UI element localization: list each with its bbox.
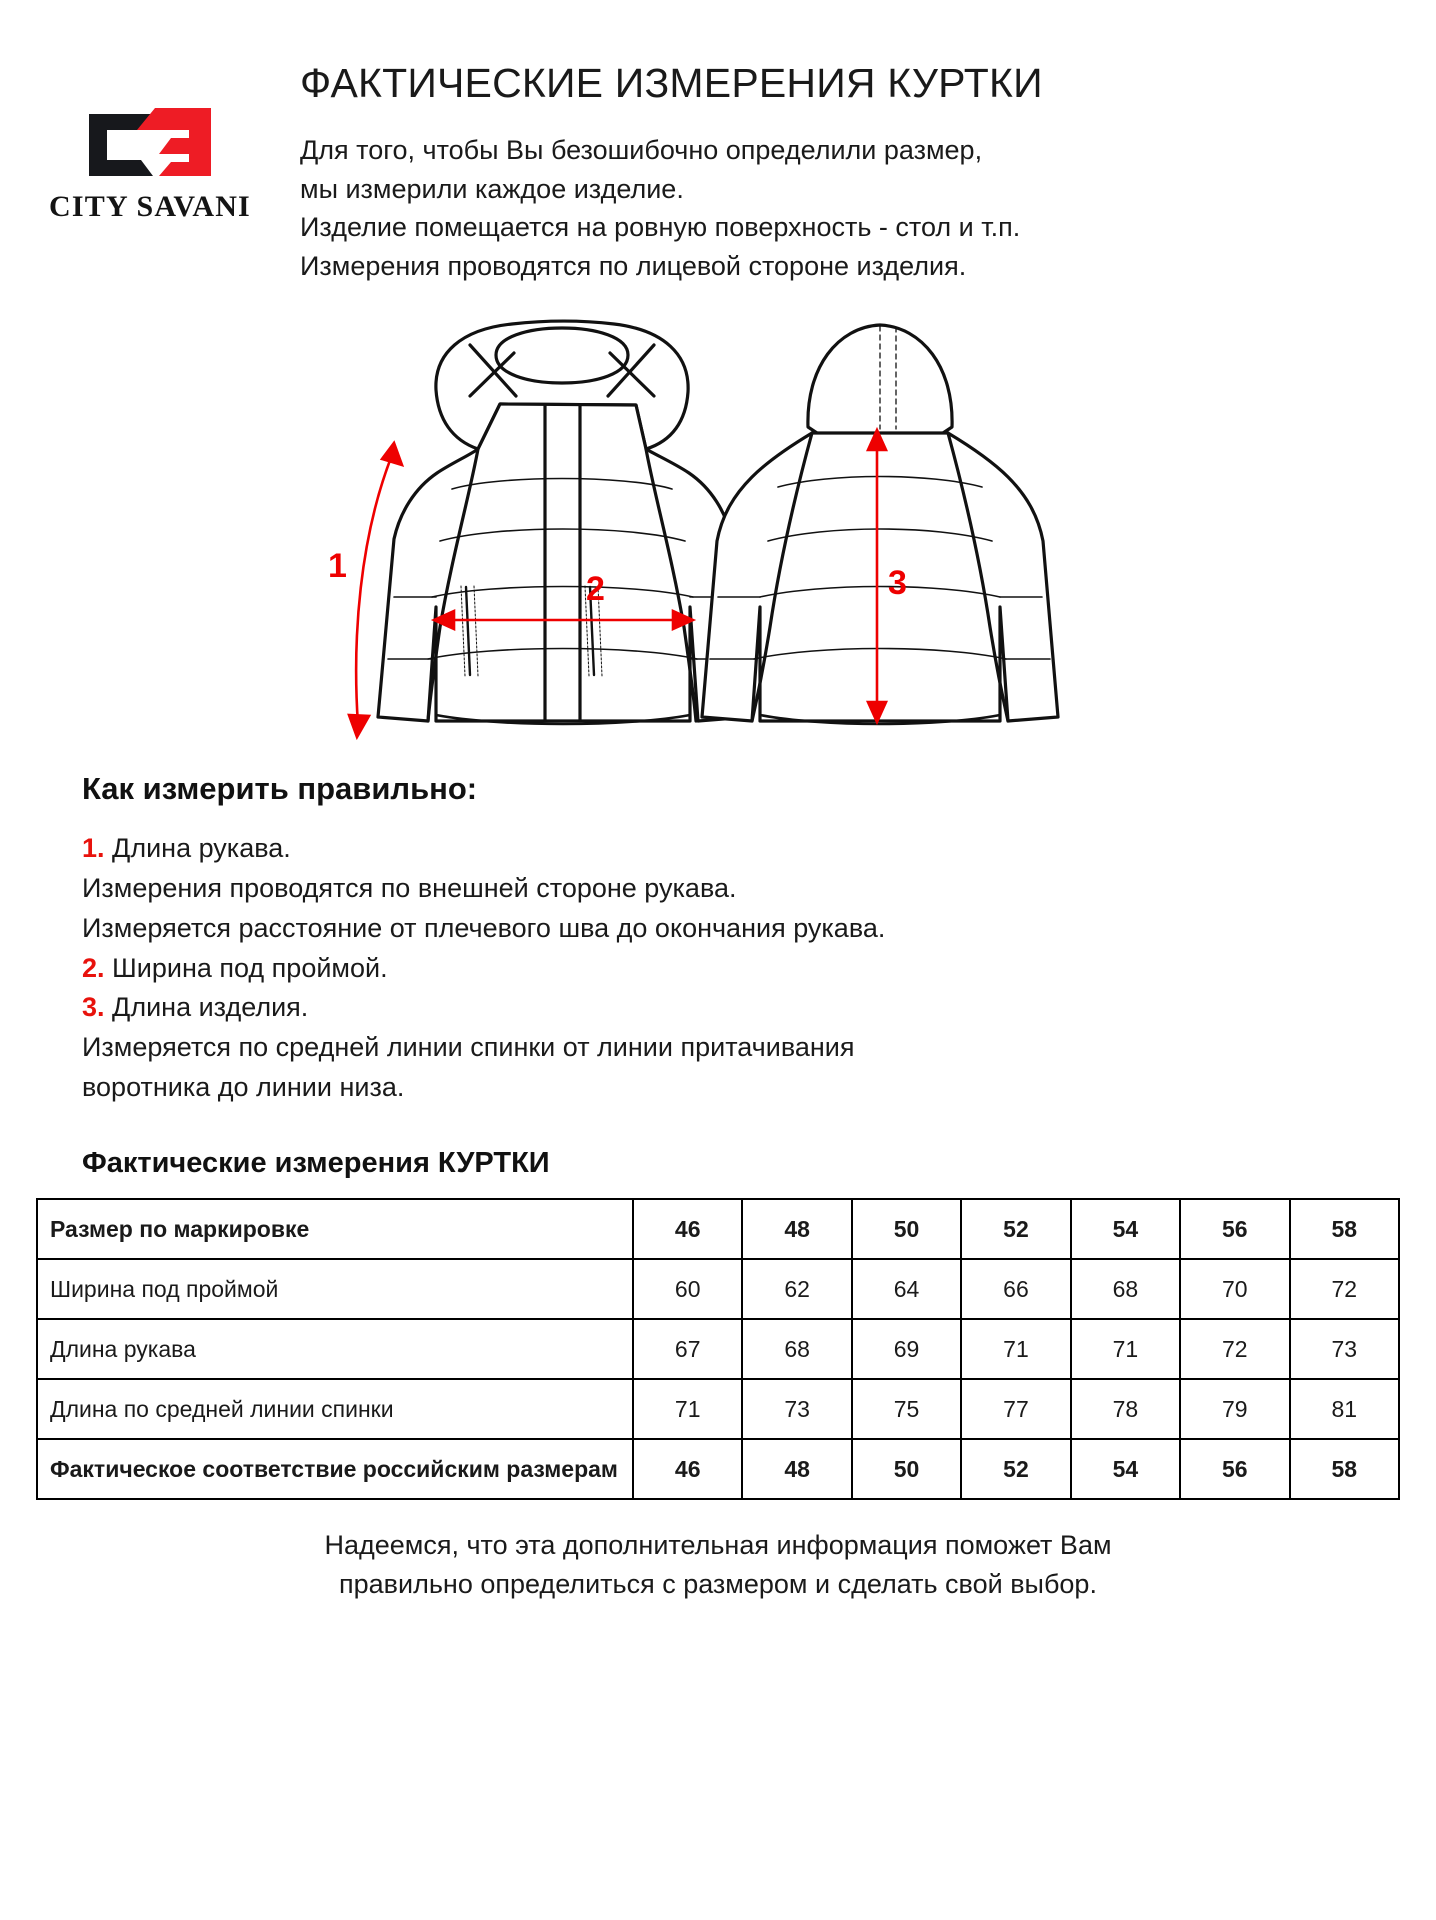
how-to-measure-section (0, 771, 1436, 1107)
table-cell: 50 (852, 1199, 961, 1259)
table-row-label: Длина по средней линии спинки (37, 1379, 633, 1439)
table-cell: 72 (1290, 1259, 1399, 1319)
jacket-measurement-illustration (0, 297, 1436, 747)
table-cell: 68 (1071, 1259, 1180, 1319)
brand-logo (0, 62, 300, 224)
table-cell: 67 (633, 1319, 742, 1379)
table-row (37, 1199, 1399, 1259)
howto-item-1-text: Длина рукава. (104, 833, 291, 864)
table-cell: 69 (852, 1319, 961, 1379)
howto-item-5-text: Длина изделия. (104, 992, 309, 1023)
table-cell: 81 (1290, 1379, 1399, 1439)
table-row (37, 1259, 1399, 1319)
intro-line-4: Измерения проводятся по лицевой стороне изделия. (300, 250, 967, 281)
table-row (37, 1379, 1399, 1439)
footer-line-2: правильно определиться с размером и сделать свой выбор. (339, 1569, 1097, 1600)
table-cell: 71 (1071, 1319, 1180, 1379)
table-cell: 60 (633, 1259, 742, 1319)
howto-item-6 (82, 1028, 1436, 1068)
table-cell: 46 (633, 1439, 742, 1499)
table-cell: 64 (852, 1259, 961, 1319)
table-cell: 62 (742, 1259, 851, 1319)
table-cell: 77 (961, 1379, 1070, 1439)
page-header (0, 0, 1436, 285)
brand-name: CITY SAVANI (49, 190, 251, 223)
howto-item-7-text: воротника до линии низа. (82, 1071, 405, 1102)
table-row-label: Размер по маркировке (37, 1199, 633, 1259)
arrow-head-1-top (382, 443, 402, 465)
howto-item-1-number: 1. (82, 833, 105, 864)
howto-item-5-number: 3. (82, 992, 105, 1023)
howto-item-6-text: Измеряется по средней линии спинки от линии притачивания (82, 1031, 855, 1062)
howto-item-2 (82, 869, 1436, 909)
table-cell: 46 (633, 1199, 742, 1259)
table-row-label: Длина рукава (37, 1319, 633, 1379)
callout-label-1: 1 (328, 547, 347, 586)
table-cell: 54 (1071, 1199, 1180, 1259)
intro-line-1: Для того, чтобы Вы безошибочно определили размер, (300, 135, 983, 166)
howto-item-3 (82, 909, 1436, 949)
header-text-block (300, 62, 1436, 285)
table-cell: 52 (961, 1199, 1070, 1259)
howto-item-3-text: Измеряется расстояние от плечевого шва до окончания рукава. (82, 912, 886, 943)
table-cell: 56 (1180, 1199, 1289, 1259)
table-cell: 58 (1290, 1199, 1399, 1259)
table-cell: 50 (852, 1439, 961, 1499)
jacket-back-view (702, 325, 1058, 724)
table-cell: 58 (1290, 1439, 1399, 1499)
table-cell: 72 (1180, 1319, 1289, 1379)
table-cell: 73 (1290, 1319, 1399, 1379)
arrow-head-1-bottom (349, 715, 369, 737)
measurements-table-title: Фактические измерения КУРТКИ (82, 1147, 550, 1180)
table-cell: 56 (1180, 1439, 1289, 1499)
table-cell: 48 (742, 1199, 851, 1259)
howto-item-2-text: Измерения проводятся по внешней стороне рукава. (82, 873, 737, 904)
how-to-measure-title: Как измерить правильно: (82, 771, 478, 807)
intro-line-3: Изделие помещается на ровную поверхность - стол и т.п. (300, 212, 1021, 243)
page-footer (0, 1526, 1436, 1604)
table-cell: 71 (633, 1379, 742, 1439)
table-row (37, 1319, 1399, 1379)
intro-line-2: мы измерили каждое изделие. (300, 173, 684, 204)
city-savani-logo-icon (85, 108, 215, 182)
table-cell: 48 (742, 1439, 851, 1499)
table-cell: 75 (852, 1379, 961, 1439)
howto-item-7 (82, 1068, 1436, 1108)
callout-label-2: 2 (586, 570, 605, 609)
table-cell: 66 (961, 1259, 1070, 1319)
howto-item-4-number: 2. (82, 952, 105, 983)
table-cell: 73 (742, 1379, 851, 1439)
table-cell: 52 (961, 1439, 1070, 1499)
howto-item-4-text: Ширина под проймой. (104, 952, 388, 983)
page-title: ФАКТИЧЕСКИЕ ИЗМЕРЕНИЯ КУРТКИ (300, 60, 1043, 106)
howto-item-4 (82, 949, 1436, 989)
table-row (37, 1439, 1399, 1499)
measurements-table (36, 1198, 1400, 1500)
footer-line-1: Надеемся, что эта дополнительная информация поможет Вам (324, 1530, 1112, 1561)
howto-item-5 (82, 988, 1436, 1028)
jacket-front-view (378, 321, 748, 724)
callout-label-3: 3 (888, 564, 907, 603)
table-cell: 78 (1071, 1379, 1180, 1439)
table-row-label: Ширина под проймой (37, 1259, 633, 1319)
table-cell: 54 (1071, 1439, 1180, 1499)
table-cell: 68 (742, 1319, 851, 1379)
jacket-diagram-svg (0, 297, 1436, 747)
table-cell: 79 (1180, 1379, 1289, 1439)
howto-item-1 (82, 829, 1436, 869)
table-cell: 70 (1180, 1259, 1289, 1319)
table-row-label: Фактическое соответствие российским размерам (37, 1439, 633, 1499)
table-cell: 71 (961, 1319, 1070, 1379)
